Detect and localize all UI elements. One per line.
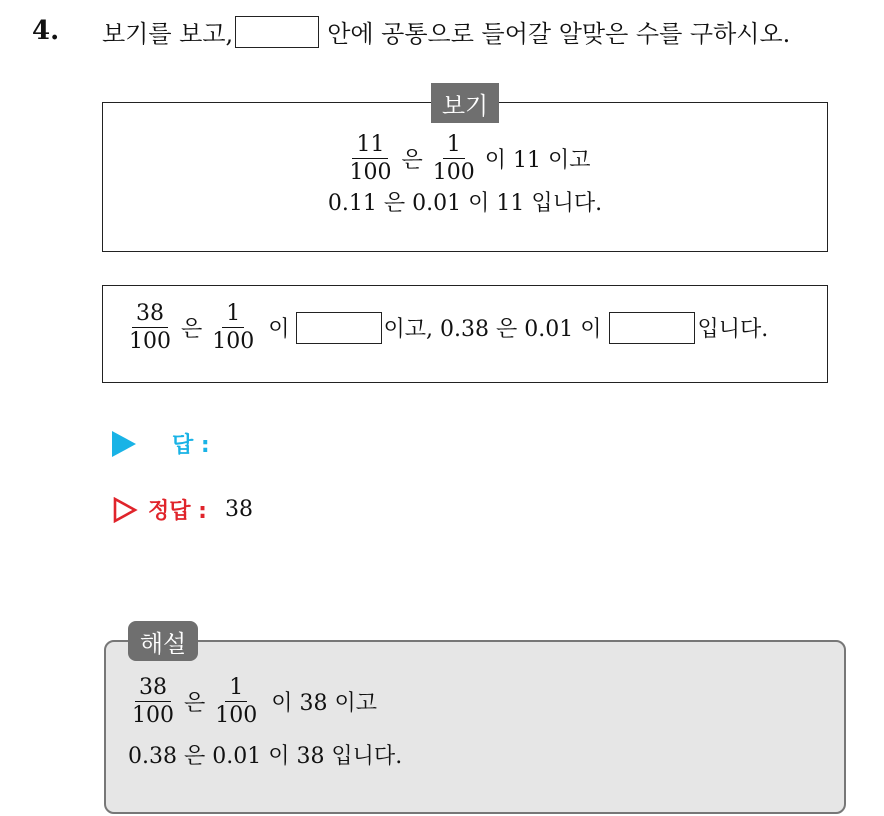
correct-answer-label: 정답 : — [148, 499, 207, 524]
bogi-box — [102, 102, 828, 252]
answer-row — [112, 428, 210, 459]
statement-text: 이 11 이고 — [484, 148, 591, 174]
particle-text: 은 — [184, 691, 206, 717]
problem-box — [102, 285, 828, 383]
filled-triangle-icon — [112, 431, 136, 457]
question-text — [102, 14, 790, 49]
explanation-line-2: 0.38 은 0.01 이 38 입니다. — [128, 744, 403, 770]
problem-line — [103, 302, 827, 353]
bogi-line-1 — [103, 133, 827, 184]
denominator: 100 — [215, 703, 258, 729]
fraction — [128, 676, 178, 727]
denominator: 100 — [432, 160, 475, 186]
statement-text: 이 38 이고 — [271, 691, 378, 717]
denominator: 100 — [349, 160, 392, 186]
question-text-before: 보기를 보고, — [102, 20, 234, 48]
statement-text: 이고, 0.38 은 0.01 이 — [383, 317, 602, 343]
correct-answer-row — [112, 494, 253, 525]
fraction — [211, 676, 261, 727]
fraction — [208, 302, 258, 353]
numerator: 1 — [222, 302, 244, 328]
numerator: 11 — [352, 133, 388, 159]
numerator: 38 — [135, 676, 171, 702]
denominator: 100 — [132, 703, 174, 729]
explanation-label: 해설 — [128, 621, 198, 661]
bogi-label: 보기 — [431, 83, 499, 123]
explanation-line-1 — [106, 676, 844, 727]
question-text-after: 안에 공통으로 들어갈 알맞은 수를 구하시오. — [327, 20, 791, 48]
bogi-line-2: 0.11 은 0.01 이 11 입니다. — [327, 191, 603, 217]
answer-label: 답 : — [172, 433, 210, 458]
denominator: 100 — [129, 329, 171, 355]
fraction — [125, 302, 175, 353]
particle-text: 은 — [401, 148, 423, 174]
fraction — [429, 133, 479, 184]
correct-answer-value: 38 — [224, 497, 253, 522]
question-number: 4. — [32, 16, 60, 46]
explanation-box — [104, 640, 846, 814]
answer-blank-2 — [609, 312, 695, 344]
numerator: 38 — [132, 302, 168, 328]
answer-blank-1 — [296, 312, 382, 344]
particle-text: 이 — [268, 317, 290, 343]
numerator: 1 — [443, 133, 465, 159]
statement-end-text: 입니다. — [697, 317, 769, 343]
outline-triangle-icon — [112, 497, 138, 523]
particle-text: 은 — [181, 317, 203, 343]
numerator: 1 — [225, 676, 247, 702]
blank-box — [235, 16, 319, 48]
fraction — [345, 133, 395, 184]
denominator: 100 — [212, 329, 255, 355]
